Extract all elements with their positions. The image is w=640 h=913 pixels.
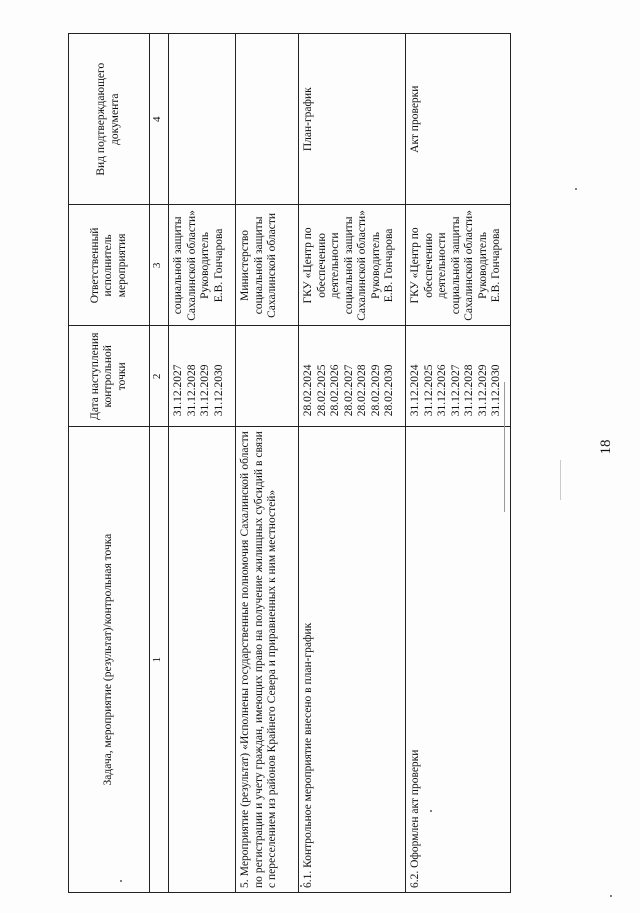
responsible-line: Сахалинской области» xyxy=(185,210,198,321)
row-dates xyxy=(299,326,406,427)
responsible-line: деятельности xyxy=(329,232,342,299)
rotated-landscape-content xyxy=(0,20,640,893)
row-name: 6.2. Оформлен акт проверки xyxy=(406,427,511,893)
header-date: Дата наступления контрольной точки xyxy=(69,326,150,427)
scan-speck xyxy=(430,810,432,812)
row-document: План-график xyxy=(299,34,406,205)
table-header-row xyxy=(69,34,150,893)
date-entry: 31.12.2029 xyxy=(199,364,212,417)
date-entry: 28.02.2028 xyxy=(356,364,369,417)
responsible-line: Е.В. Гончарова xyxy=(212,228,225,303)
date-entry: 28.02.2029 xyxy=(369,364,382,417)
responsible-line: Руководитель xyxy=(199,232,212,299)
column-number: 4 xyxy=(150,34,169,205)
column-number: 2 xyxy=(150,326,169,427)
scan-speck xyxy=(610,895,612,897)
date-entry: 28.02.2025 xyxy=(315,364,328,417)
column-number: 3 xyxy=(150,205,169,326)
date-entry: 31.12.2026 xyxy=(436,364,449,417)
responsible-line: ГКУ «Центр по xyxy=(409,227,421,304)
table-row xyxy=(299,34,406,893)
scan-speck xyxy=(575,188,577,190)
responsible-line: Е.В. Гончарова xyxy=(383,228,396,303)
row-name: 6.1. Контрольное мероприятие внесено в план-график xyxy=(299,427,406,893)
responsible-line: Руководитель xyxy=(476,232,489,299)
responsible-line: обеспечению xyxy=(422,233,435,298)
responsible-line: социальной защиты xyxy=(172,216,184,315)
responsible-line: Сахалинской области» xyxy=(463,210,476,321)
row-document xyxy=(169,34,236,205)
column-number: 1 xyxy=(150,427,169,893)
date-entry: 31.12.2027 xyxy=(172,364,184,417)
date-entry: 31.12.2028 xyxy=(463,364,476,417)
responsible-line: обеспечению xyxy=(315,233,328,298)
row-document: Акт проверки xyxy=(406,34,511,205)
responsible-line: Е.В. Гончарова xyxy=(490,228,503,303)
row-responsible xyxy=(236,205,299,326)
column-number-row xyxy=(150,34,169,893)
date-entry: 31.12.2024 xyxy=(409,364,421,417)
date-entry: 31.12.2028 xyxy=(185,364,198,417)
responsible-line: социальной защиты xyxy=(342,216,355,315)
responsible-line: Сахалинской области» xyxy=(356,210,369,321)
row-name xyxy=(169,427,236,893)
control-points-table xyxy=(68,33,511,893)
row-responsible xyxy=(169,205,236,326)
scan-speck xyxy=(120,880,122,882)
header-responsible: Ответственный исполнитель мероприятия xyxy=(69,205,150,326)
responsible-line: Сахалинской области xyxy=(266,212,279,318)
date-entry: 28.02.2026 xyxy=(329,364,342,417)
date-entry: 28.02.2027 xyxy=(342,364,355,417)
date-entry: 28.02.2030 xyxy=(383,364,396,417)
page-number: 18 xyxy=(598,439,614,455)
header-document-type: Вид подтверждающего документа xyxy=(69,34,150,205)
scan-speck xyxy=(300,885,302,887)
row-responsible xyxy=(299,205,406,326)
date-entry: 31.12.2030 xyxy=(490,364,503,417)
row-dates xyxy=(169,326,236,427)
date-entry: 31.12.2027 xyxy=(449,364,462,417)
date-entry: 28.02.2024 xyxy=(302,364,314,417)
row-responsible xyxy=(406,205,511,326)
responsible-line: Министерство xyxy=(239,229,251,301)
row-dates xyxy=(406,326,511,427)
row-document xyxy=(236,34,299,205)
scan-line xyxy=(560,460,561,500)
row-dates xyxy=(236,326,299,427)
date-entry: 31.12.2029 xyxy=(476,364,489,417)
responsible-line: социальной защиты xyxy=(252,216,265,315)
table-row xyxy=(236,34,299,893)
responsible-line: деятельности xyxy=(436,232,449,299)
scan-line xyxy=(504,382,505,512)
header-task: Задача, мероприятие (результат)/контрольная точка xyxy=(69,427,150,893)
row-name: 5. Мероприятие (результат) «Исполнены государственные полномочия Сахалинской области по регистрации и учету граждан, имеющих право на получение жилищных субсидий в связи с переселением из районов Крайнего Севера и приравненных к ним местностей» xyxy=(236,427,299,893)
responsible-line: ГКУ «Центр по xyxy=(302,227,314,304)
responsible-line: социальной защиты xyxy=(449,216,462,315)
date-entry: 31.12.2025 xyxy=(422,364,435,417)
table-row xyxy=(406,34,511,893)
table-row xyxy=(169,34,236,893)
responsible-line: Руководитель xyxy=(369,232,382,299)
date-entry: 31.12.2030 xyxy=(212,364,225,417)
